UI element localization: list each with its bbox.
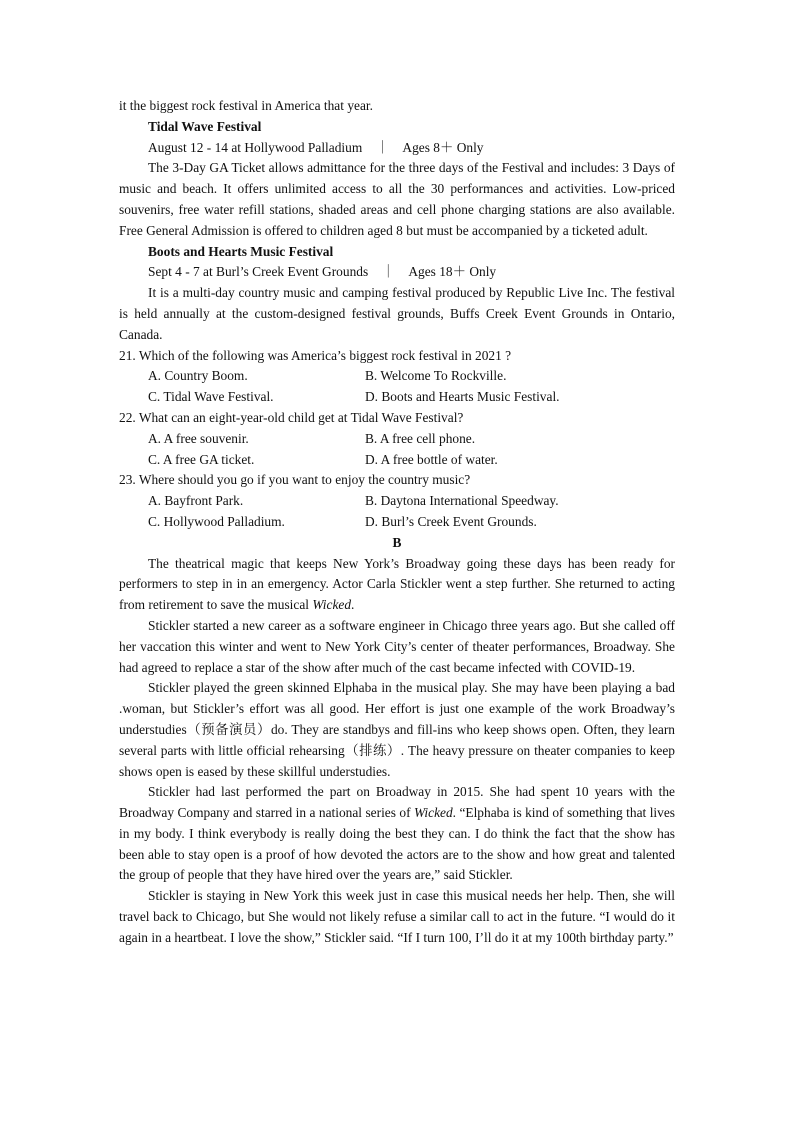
section-heading: B — [392, 534, 402, 550]
passage-paragraph-1 — [119, 554, 675, 616]
option-d: D. A free bottle of water. — [365, 451, 498, 467]
question-stem: 23. Where should you go if you want to enjoy the country music? — [119, 472, 471, 488]
option-a: A. A free souvenir. — [148, 430, 249, 446]
option-b: B. Welcome To Rockville. — [365, 368, 507, 384]
option-b: B. Daytona International Speedway. — [365, 493, 559, 509]
passage-paragraph-3: Stickler played the green skinned Elphaba in the musical play. She may have been playing a bad .woman, but Stickler’s effort was all good. Her effort is just one example of the work Broadway’s understudies（预备演员）do. They are standbys and fill-ins who keep shows open. Often, they learn several parts with little official rehearsing（排练）. The heavy pressure on theater companies to keep shows open is eased by these skillful understudies. — [119, 680, 675, 779]
passage-paragraph-5: Stickler is staying in New York this week just in case this musical needs her help. Then, she will travel back to Chicago, but She would not likely refuse a similar call to act in the future. “I would do it again in a heartbeat. I love the show,” Stickler said. “If I turn 100, I’ll do it at my 100th birthday party.” — [119, 888, 675, 945]
italic-title: Wicked — [414, 805, 453, 821]
question-22 — [119, 408, 675, 470]
option-c: C. Tidal Wave Festival. — [148, 389, 274, 405]
option-c: C. Hollywood Palladium. — [148, 513, 285, 529]
text-run: . “Elphaba is kind of something that lives in my body. I think everybody is really doing the best they can. I do think the fact that the show has been able to stay open is a proof of how devoted the actors are to the show and how great and talented the group of people that they have hired over the years are,” said Stickler. — [119, 805, 675, 883]
italic-title: Wicked — [312, 597, 352, 613]
festival-description: It is a multi-day country music and camping festival produced by Republic Live Inc. The festival is held annually at the custom-designed festival grounds, Buffs Creek Event Grounds in Ontario, Canada. — [119, 285, 675, 342]
festival-title: Boots and Hearts Music Festival — [148, 243, 334, 259]
text-run: . — [351, 597, 355, 613]
question-21 — [119, 346, 675, 408]
festival-info: Sept 4 - 7 at Burl’s Creek Event Grounds ｜ Ages 18＋ Only — [148, 264, 497, 280]
option-a: A. Bayfront Park. — [148, 493, 244, 509]
option-d: D. Burl’s Creek Event Grounds. — [365, 513, 537, 529]
festival-title: Tidal Wave Festival — [148, 118, 262, 134]
passage-paragraph-4 — [119, 782, 675, 886]
intro-tail-text: it the biggest rock festival in America that year. — [119, 98, 373, 113]
question-23 — [119, 470, 675, 532]
option-c: C. A free GA ticket. — [148, 451, 255, 467]
question-stem: 22. What can an eight-year-old child get at Tidal Wave Festival? — [119, 409, 464, 425]
question-stem: 21. Which of the following was America’s biggest rock festival in 2021 ? — [119, 347, 512, 363]
text-run: Stickler had last performed the part on Broadway in 2015. She had spent 10 years with the Broadway Company and starred in a national series of — [119, 784, 675, 821]
passage-paragraph-2: Stickler started a new career as a software engineer in Chicago three years ago. But she called off her vaccation this winter and went to New York City’s center of theater performances, Broadway. She had agreed to replace a star of the show after much of the cast became infected with COVID-19. — [119, 617, 675, 675]
festival-description: The 3-Day GA Ticket allows admittance for the three days of the Festival and includes: 3 Days of music and beach. It offers unlimited access to all the 30 performances and activities. Low-priced souvenirs, free water refill stations, shaded areas and cell phone charging stations are also available. Free General Admission is offered to children aged 8 but must be accompanied by a ticketed adult. — [119, 160, 675, 238]
option-b: B. A free cell phone. — [365, 430, 476, 446]
option-a: A. Country Boom. — [148, 368, 248, 384]
festival-boots-and-hearts — [119, 242, 675, 346]
festival-tidal-wave — [119, 117, 675, 242]
option-d: D. Boots and Hearts Music Festival. — [365, 389, 560, 405]
text-run: The theatrical magic that keeps New York’s Broadway going these days has been ready for performers to step in in an emergency. Actor Carla Stickler went a step further. She returned to acting from retirement to save the musical — [119, 555, 675, 613]
document-page — [119, 96, 675, 949]
festival-info: August 12 - 14 at Hollywood Palladium ｜ Ages 8＋ Only — [148, 139, 484, 155]
